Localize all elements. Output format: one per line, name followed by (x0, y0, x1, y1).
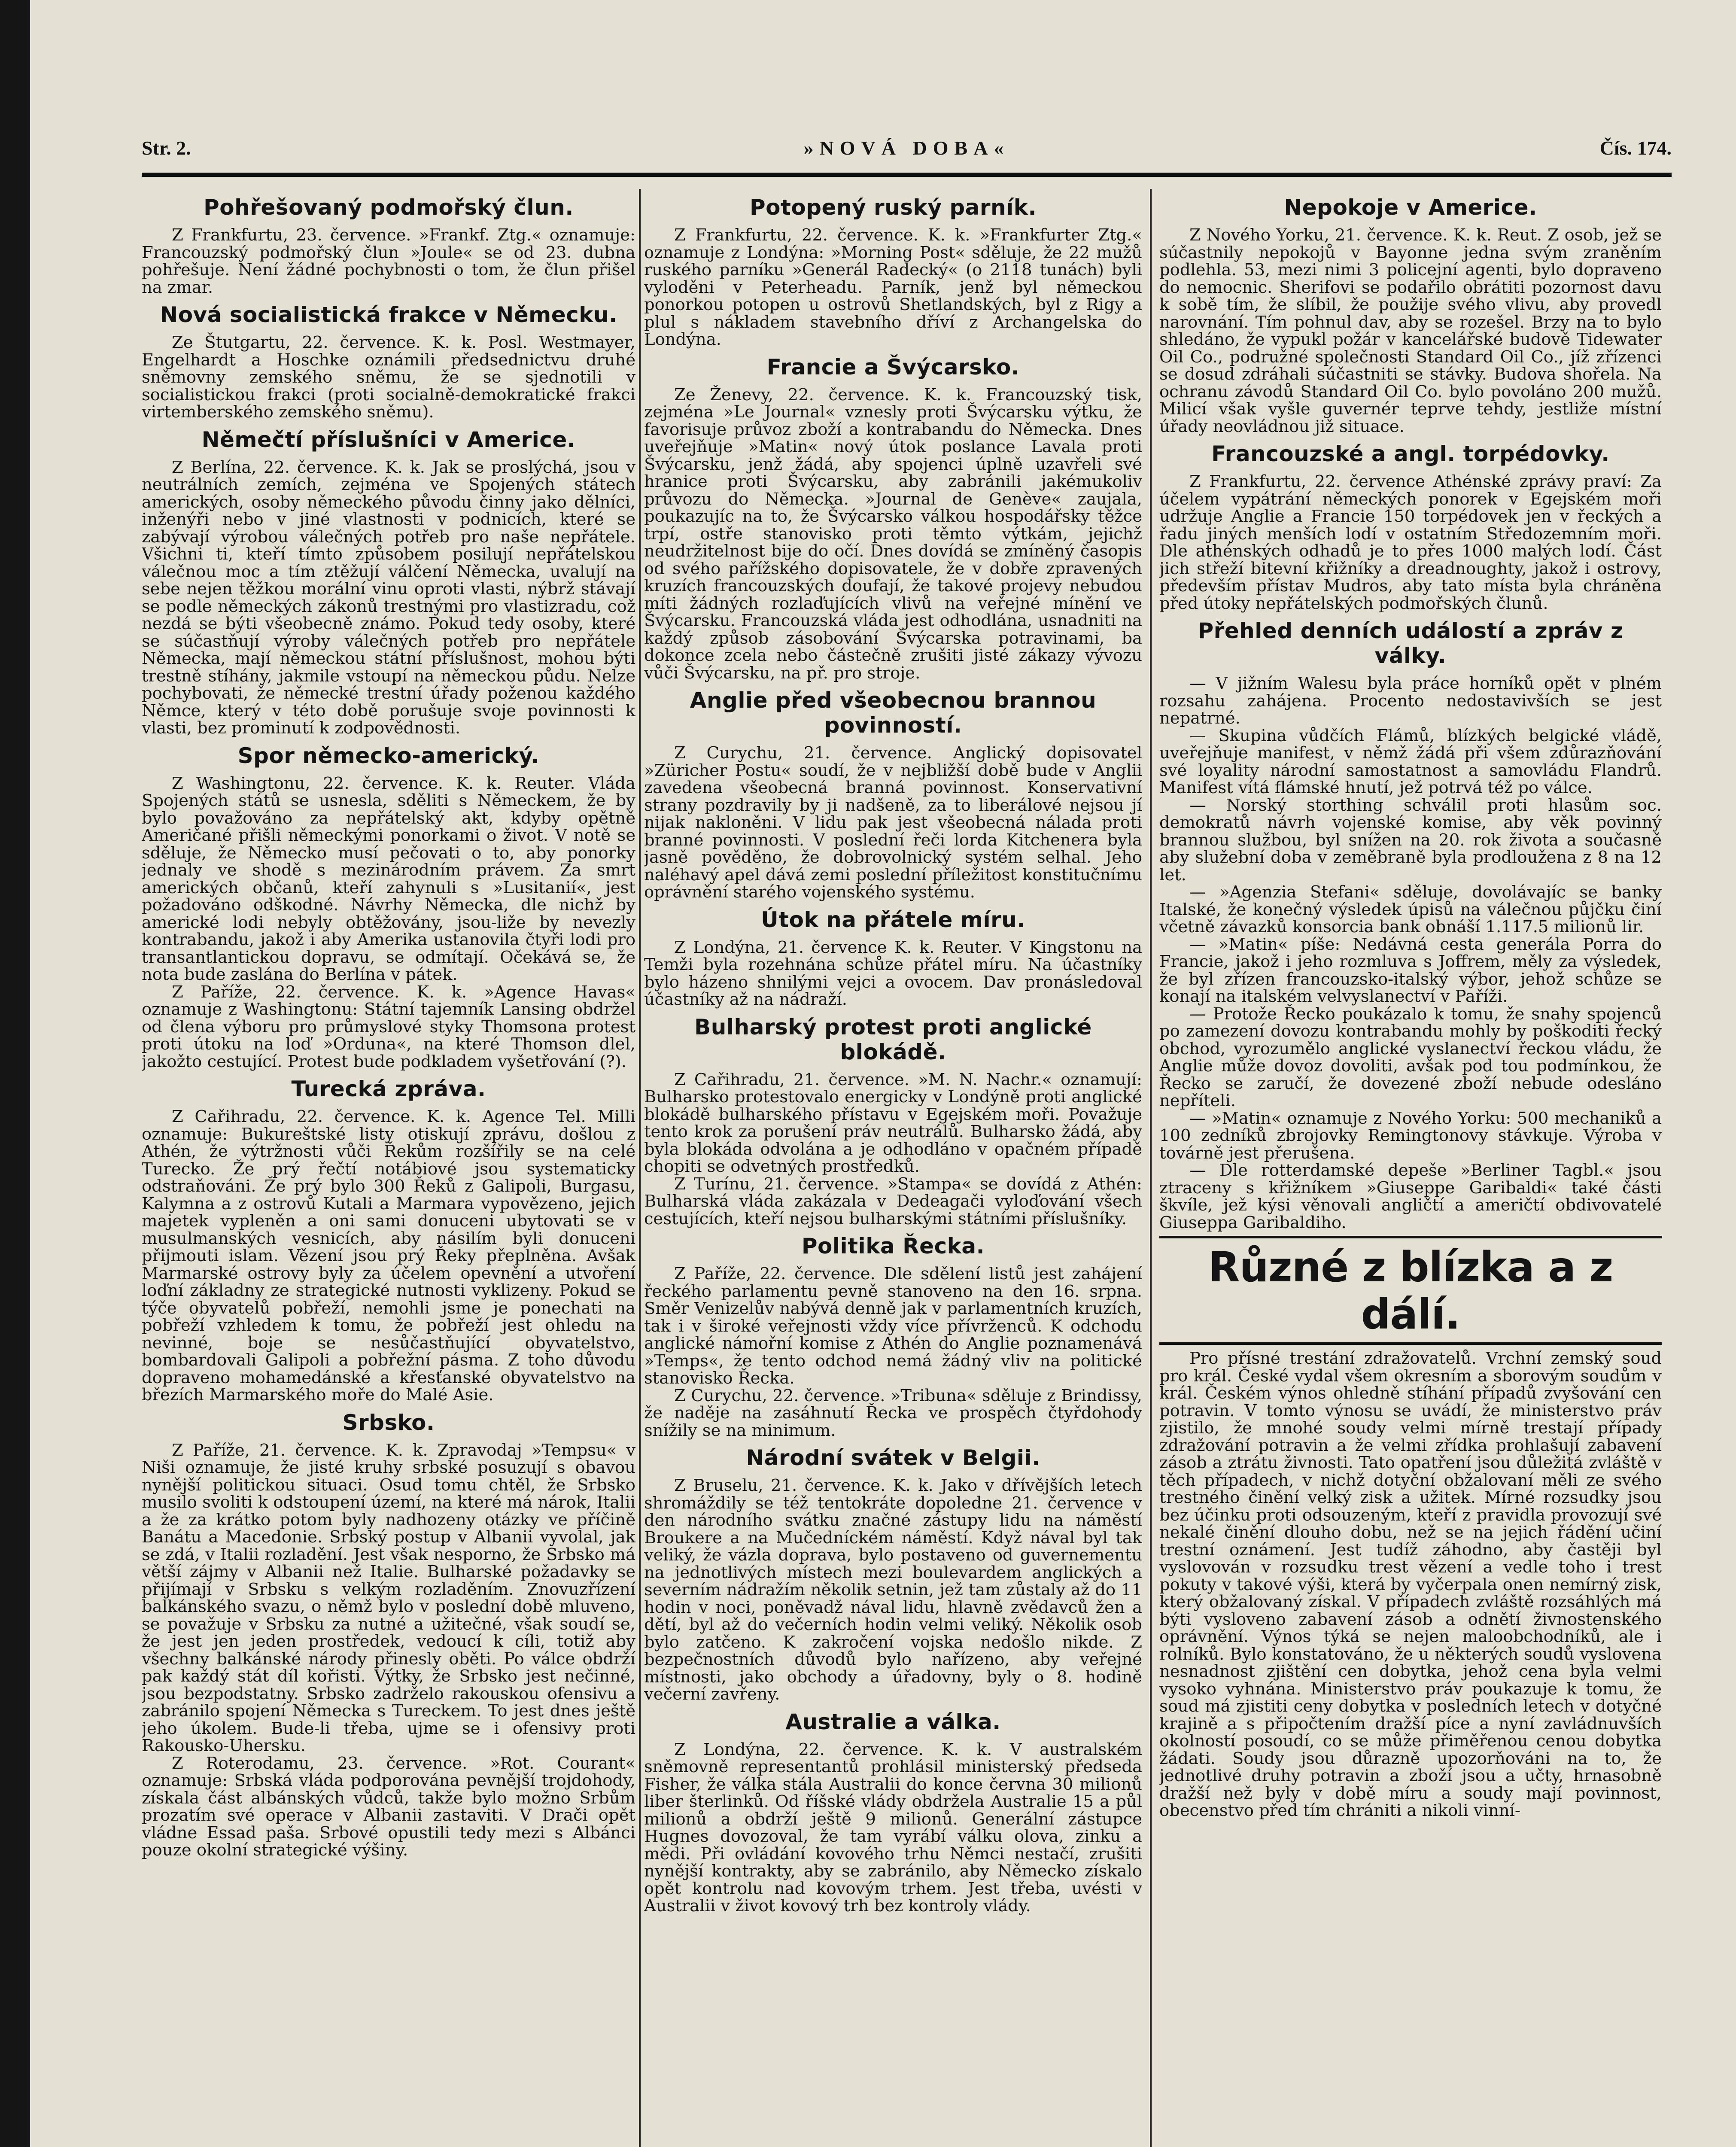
column-divider-1 (639, 189, 641, 2147)
article-paragraph: Ze Ženevy, 22. července. K. k. Francouzský tisk, zejména »Le Journal« vznesly proti Švýcarsku výtku, že favorisuje průvoz zboží a kontrabandu do Německa. Dnes uveřejňuje »Matin« nový útok poslance Lavala proti Švýcarsku, jenž žádá, aby spojenci úplně uzavřeli své hranice proti Švýcarsku, aby zabránili jakémukoliv průvozu do Německa. »Journal de Genève« zaujala, poukazujíc na to, že Švýcarsko válkou hospodářsky těžce trpí, ostře stanovisko proti těmto výtkám, jejichž neudržitelnost bije do očí. Dnes dovídá se zmíněný časopis od svého pařížského dopisovatele, že v dobře zpravených kruzích francouzských doufají, že takové projevy nebudou míti žádných rozlaďujících vlivů na veřejné mínění ve Švýcarsku. Francouzská vláda jest odhodlána, usnadniti na každý způsob zásobování Švýcarska potravinami, ba dokonce zcela nebo částečně zrušiti jisté zákazy vývozu vůči Švýcarsku, na př. pro stroje. (644, 385, 1142, 683)
article-paragraph: Z Nového Yorku, 21. července. K. k. Reut. Z osob, jež se súčastnily nepokojů v Bayonne jedna svým zraněním podlehla. 53, mezi nimi 3 policejní agenti, bylo dopraveno do nemocnic. Sherifovi se podařilo obrátiti pozornost davu k sobě tím, že slíbil, že použije svého vlivu, aby provedl narovnání. Tím pohnul dav, aby se rozešel. Brzy na to bylo shledáno, že vypukl požár v kancelářské budově Tidewater Oil Co., podružné společnosti Standard Oil Co., jíž zřízenci se dosud zdráhali súčastniti se stávky. Budova shořela. Na ochranu závodů Standard Oil Co. bylo povoláno 200 mužů. Milicí však vyšle guvernér teprve tehdy, jestliže místní úřady neovládnou již situace. (1159, 225, 1662, 436)
header-rule (142, 173, 1672, 177)
article-headline: Turecká zpráva. (291, 1077, 486, 1101)
column-2 (644, 189, 1142, 2147)
article (142, 1410, 635, 1859)
article (142, 195, 635, 296)
article-headline: Srbsko. (342, 1410, 435, 1435)
article-paragraph: — Dle rotterdamské depeše »Berliner Tagbl.« jsou ztraceny s křižníkem »Giuseppe Garibaldi« také části škvíle, jež kýsi věnovali angličtí a američtí obdivovatelé Giuseppa Garibaldiho. (1159, 1161, 1662, 1232)
article-paragraph: — Protože Řecko poukázalo k tomu, že snahy spojenců po zamezení dovozu kontrabandu mohly by poškoditi řecký obchod, vyrozumělo anglické vyslanectví řeckou vládu, že Anglie může dovoz dovoliti, avšak pod tou podmínkou, že Řecko se zaručí, že dovezené zboží nebude odesláno nepříteli. (1159, 1004, 1662, 1110)
article-headline: Spor německo-americký. (237, 743, 540, 768)
article-paragraph: Z Washingtonu, 22. července. K. k. Reuter. Vláda Spojených států se usnesla, sděliti s Německem, že by bylo považováno za nepřátelský akt, kdyby opětně Američané přišli německými ponorkami o život. V notě se sděluje, že Německo musí pečovati o to, aby ponorky jednaly ve shodě s mezinárodním právem. Za smrt amerických občanů, kteří zahynuli s »Lusitanií«, jest požadováno odškodné. Návrhy Německa, dle nichž by americké lodi nebyly obtěžovány, jsou-liže by nevezly kontrabandu, jakož i aby Amerika ustanovila čtyři lodi pro transantlantickou dopravu, se odmítají. Očekává se, že nota bude zaslána do Berlína v pátek. (142, 773, 635, 984)
article (644, 1015, 1142, 1228)
article-paragraph: Z Cařihradu, 21. července. »M. N. Nachr.« oznamují: Bulharsko protestovalo energicky v Londýně proti anglické blokádě bulharského přístavu v Egejském moři. Považuje tento krok za porušení práv neutrálů. Bulharsko žádá, aby byla blokáda odvolána a je odhodláno v opačném případě chopiti se odvetných prostředků. (644, 1070, 1142, 1176)
column-1 (142, 189, 635, 2147)
article (644, 907, 1142, 1009)
article-headline: Pohřešovaný podmořský člun. (204, 195, 574, 220)
article-paragraph: — »Matin« oznamuje z Nového Yorku: 500 mechaniků a 100 zedníků zbrojovky Remingtonovy stávkuje. Výroba v továrně jest přerušena. (1159, 1108, 1662, 1163)
article (644, 195, 1142, 349)
article-paragraph: Z Curychu, 22. července. »Tribuna« sděluje z Brindissy, že naděje na zasáhnutí Řecka ve prospěch čtyřdohody snížily se na minimum. (644, 1386, 1142, 1440)
article-headline: Politika Řecka. (801, 1234, 985, 1259)
article-headline: Australie a válka. (785, 1709, 1001, 1734)
section-rule (1159, 1236, 1662, 1238)
article-headline: Francouzské a angl. torpédovky. (1211, 441, 1610, 466)
article-headline: Anglie před všeobecnou brannou povinností. (690, 688, 1097, 738)
article-headline: Nepokoje v Americe. (1284, 195, 1537, 220)
article-paragraph: Z Roterodamu, 23. července. »Rot. Courant« oznamuje: Srbská vláda podporována pevnější trojdohody, získala část albánských vůdců, takže bylo možno Srbům prozatím své operace v Albanii zastaviti. V Drači opět vládne Essad paša. Srbové opustili tedy mezi s Albánci pouze okolní strategické výšiny. (142, 1753, 635, 1860)
article-paragraph: Pro přísné trestání zdražovatelů. Vrchní zemský soud pro král. České vydal všem okresním a sborovým soudům v král. Českém výnos ohledně stíhání případů zvyšování cen potravin. V tomto výnosu se uvádí, že ministerstvo práv zjistilo, že mnohé soudy velmi mírně trestají případy zdražování potravin a že velmi zřídka prohlašují zabavení zásob a ztrátu živnosti. Tato opatření jsou důležitá zvláště v těch případech, v nichž dotyční obžalovaní měli ze svého trestného činění velký zisk a užitek. Mírné rozsudky jsou bez účinku proti odsouzeným, kteří z pravidla provozují své nekalé činění dlouho dobu, než se na jejich řádění učiní trestní oznámení. Jest tudíž záhodno, aby častěji byl vyslovován v rozsudku trest vězení a vedle toho i trest pokuty v takové výši, která by vyčerpala onen nemírný zisk, který obžalovaný získal. V případech zvláště rozsáhlých má býti vysloveno zabavení zásob a odnětí živnostenského oprávnění. Výnos týká se nejen maloobchodníků, ale i rolníků. Bylo konstatováno, že u některých soudů vyslovena nesnadnost zjištění cen dobytka, jehož cena byla velmi vysoko vyhnána. Ministerstvo práv poukazuje k tomu, že soud má zjistiti ceny dobytka v posledních letech v dotyčné krajině a s připočtením dražší píce a nyní zavládnuvších okolností posoudí, co se může přiměřenou cenou dobytka žádati. Soudy jsou důrazně upozorňováni na to, že jednotlivé druhy potravin a zboží jsou a učty, hrnasobně dražší než byly v době míru a soudy mají povinnost, obecenstvo před tím chrániti a nikoli vinní- (1159, 1349, 1662, 1820)
article (1159, 195, 1662, 435)
article (142, 743, 635, 1071)
article (1159, 441, 1662, 612)
article-paragraph: Z Paříže, 22. července. K. k. »Agence Havas« oznamuje z Washingtonu: Státní tajemník Lansing obdržel od člena výboru pro průmyslové styky Thomsona protest proti útoku na loď »Orduna«, na které Thomson dlel, jakožto cestující. Protest bude podkladem vyšetřování (?). (142, 982, 635, 1071)
article-paragraph: Z Frankfurtu, 23. července. »Frankf. Ztg.« oznamuje: Francouzský podmořský člun »Joule« se od 23. dubna pohřešuje. Není žádné pochybnosti o tom, že člun přišel na zmar. (142, 225, 635, 297)
article-paragraph: — »Matin« píše: Nedávná cesta generála Porra do Francie, jakož i jeho rozmluva s Joffrem, měly za výsledek, že byl zřízen francouzsko-italský výbor, jehož schůze se konají na italském velvyslanectví v Paříži. (1159, 934, 1662, 1006)
article-headline: Nová socialistická frakce v Německu. (160, 302, 617, 327)
article (644, 1445, 1142, 1703)
article-paragraph: — Skupina vůdčích Flámů, blízkých belgické vládě, uveřejňuje manifest, v němž žádá při všem zdůrazňování své loyality národní samostatnost a samovládu Flandrů. Manifest vítá flámské hnutí, jež potrvá též po válce. (1159, 726, 1662, 797)
article (142, 427, 635, 737)
article (644, 355, 1142, 682)
article (1159, 1236, 1662, 1820)
article-paragraph: Z Bruselu, 21. července. K. k. Jako v dřívějších letech shromáždily se též tentokráte dopoledne 21. července v den národního svátku značné zástupy lidu na náměstí Broukere a na Mučedníckém náměstí. Když nával byl tak veliký, že vázla doprava, bylo postaveno od guvernementu na jednotlivých místech mezi boulevardem anglických a severním nádražím několik setnin, jež tam zůstaly až do 11 hodin v noci, poněvadž nával lidu, hlavně zvědavců žen a dětí, byl až do večerních hodin velmi veliký. Několik osob bylo zatčeno. K zakročení vojska nedošlo nikde. Z bezpečnostních důvodů bylo nařízeno, aby veřejné místnosti, jako obchody a úřadovny, byly o 8. hodině večerní zavřeny. (644, 1476, 1142, 1704)
article-paragraph: Z Paříže, 21. července. K. k. Zpravodaj »Tempsu« v Niši oznamuje, že jisté kruhy srbské posuzují s obavou nynější politickou situaci. Osud tomu chtěl, že Srbsko musilo svoliti k odstoupení území, na které má nárok, Italii a že za krátko potom byly nadhozeny otázky ve příčině Banátu a Macedonie. Srbský postup v Albanii vyvolal, jak se zdá, v Italii rozladění. Jest však nesporno, že Srbsko má větší zájmy v Albanii než Italie. Bulharské požadavky se přijímají v Srbsku s velkým rozladěním. Znovuzřízení balkánského svazu, o němž bylo v poslední době mluveno, se považuje v Srbsku za nutné a užitečné, však soudí se, že jest jen jeden prostředek, vedoucí k cíli, totiž aby všechny balkánské národy přinesly oběti. Po válce obdrží pak každý stát díl kořisti. Výtky, že Srbsko jest nečinné, jsou bezpodstatny. Srbsko zadrželo rakouskou ofensivu a zabránilo spojení Německa s Tureckem. To jest dnes ještě jeho úkolem. Bude-li třeba, ujme se i ofensivy proti Rakousko-Uhersku. (142, 1440, 635, 1755)
newspaper-title: »NOVÁ DOBA« (803, 137, 1010, 159)
article-paragraph: Z Frankfurtu, 22. července Athénské zprávy praví: Za účelem vypátrání německých ponorek v Egejském moři udržuje Anglie a Francie 150 torpédovek jen v řeckých a řadu jiných menších lodí v ostatním Středozemním moři. Dle athénských odhadů je to přes 1000 malých lodí. Část jich střeží bitevní křižníky a dreadnoughty, jakož i ostrovy, především přístav Mudros, aby tato místa byla chráněna před útoky nepřátelských podmořských člunů. (1159, 472, 1662, 613)
article-paragraph: Z Curychu, 21. července. Anglický dopisovatel »Züricher Postu« soudí, že v nejbližší době bude v Anglii zavedena všeobecná branná povinnost. Konservativní strany pozdravily by ji nadšeně, za to liberálové nejsou jí nijak nakloněni. V lidu pak jest všeobecná nálada proti branné povinnosti. V poslední řeči lorda Kitchenera byla jasně pověděno, že dobrovolnický systém selhal. Jeho naléhavý apel dává zemi poslední příležitost konstitučnímu oprávnění starého vojenského systému. (644, 743, 1142, 902)
article-headline: Přehled denních událostí a zpráv z války. (1198, 618, 1624, 668)
article-paragraph: Ze Štutgartu, 22. července. K. k. Posl. Westmayer, Engelhardt a Hoschke oznámili předsednictvu druhé sněmovny zemského sněmu, že se sjednotili v socialistickou frakci (proti socialně-demokratické frakci virtemberského zemského sněmu). (142, 333, 635, 422)
article-paragraph: Z Londýna, 22. července. K. k. V australském sněmovně representantů prohlásil ministerský předseda Fisher, že válka stála Australii do konce června 30 milionů liber šterlinků. Od říšské vlády obdržela Australie 15 a půl milionů a obdrží ještě 9 milionů. Generální zástupce Hugnes dovozoval, že tam vyrábí válku olova, zinku a mědi. Při ovládání kovového trhu Němci nestačí, zrušiti nynější kontrakty, aby se zabránilo, aby Německo získalo opět kontrolu nad kovovým trhem. Jest třeba, uvésti v Australii v život kovový trh bez kontroly vlády. (644, 1739, 1142, 1916)
article-paragraph: Z Paříže, 22. července. Dle sdělení listů jest zahájení řeckého parlamentu pevně stanoveno na den 16. srpna. Směr Venizelův nabývá denně jak v parlamentních kruzích, tak i v široké veřejnosti vždy více přívrženců. K odchodu anglické námořní komise z Athén do Anglie poznamenává »Temps«, že tento odchod nemá žádný vliv na politické stanovisko Řecka. (644, 1264, 1142, 1388)
section-heading: Různé z blízka a z dálí. (1208, 1243, 1613, 1338)
article-headline: Němečtí příslušníci v Americe. (201, 427, 576, 452)
article (1159, 618, 1662, 1232)
column-3 (1159, 189, 1662, 2147)
column-divider-2 (1150, 189, 1152, 2147)
article (142, 302, 635, 421)
article-headline: Potopený ruský parník. (750, 195, 1037, 220)
article-paragraph: Z Turínu, 21. července. »Stampa« se dovídá z Athén: Bulharská vláda zakázala v Dedeagači vyloďování všech cestujících, kteří nejsou bulharskými státními příslušníky. (644, 1174, 1142, 1229)
article-paragraph: Z Frankfurtu, 22. července. K. k. »Frankfurter Ztg.« oznamuje z Londýna: »Morning Post« sděluje, že 22 mužů ruského parníku »Generál Radecký« (o 2118 tunách) byli vyloděni v Peterheadu. Parník, jenž byl německou ponorkou potopen u ostrovů Shetlandských, byl z Rigy a plul s nákladem stavebního dříví z Archangelska do Londýna. (644, 225, 1142, 349)
binding-shadow (0, 0, 30, 2147)
article-headline: Francie a Švýcarsko. (766, 354, 1020, 380)
article (644, 1709, 1142, 1915)
article-paragraph: Z Cařihradu, 22. července. K. k. Agence Tel. Milli oznamuje: Bukureštské listy otiskují zprávu, došlou z Athén, že výtržnosti vůči Řekům rozšířily se na celé Turecko. Že prý řečtí notábiové jsou systematicky odstraňováni. Že prý bylo 300 Řeků z Galipoli, Burgasu, Kalymna a z ostrovů Kutali a Marmara vypovězeno, jejich majetek vypleněn a oni sami donuceni ubytovati se v musulmanských vesnicích, aby násilím byli donuceni přijmouti islam. Vězení jsou prý Řeky přeplněna. Avšak Marmarské ostrovy byly za účelem opevnění a utvoření loďní základny ze strategické nutnosti vyklizeny. Pokud se týče obyvatelů pobřeží, nemohli jsme je ponechati na pobřeží vzhledem k tomu, že pobřeží jest ohledu na nevinné, boje se nesůčastňující obyvatelstvo, bombardovali Galipoli a pobřežní pásma. Z toho důvodu dopraveno mohamedánské a křesťanské obyvatelstvo na březích Marmarského moře do Malé Asie. (142, 1107, 635, 1405)
article (644, 688, 1142, 901)
article-paragraph: Z Berlína, 22. července. K. k. Jak se proslýchá, jsou v neutrálních zemích, zejména ve Spojených státech amerických, osoby německého původu činny jako dělníci, inženýři nebo v jiné vlastnosti v podnicích, které se zabývají výrobou válečných potřeb pro naše nepřátele. Všichni ti, kteří tímto způsobem posilují nepřátelskou válečnou moc a tím ztěžují válčení Německa, uvalují na sebe nejen těžkou morální vinu oproti vlasti, nýbrž stávají se podle německých zákonů trestnými pro vlastizradu, což nezdá se býti všeobecně známo. Pokud tedy osoby, které se súčastňují výroby válečných potřeb pro nepřátele Německa, mají německou státní příslušnost, mohou býti trestně stíhány, jakmile vstoupí na německou půdu. Nelze pochybovati, že německé trestní úřady poženou každého Němce, který v této době porušuje svoje povinnosti k vlasti, bez prominutí k zodpovědnosti. (142, 457, 635, 738)
article-paragraph: Z Londýna, 21. července K. k. Reuter. V Kingstonu na Temži byla rozehnána schůze přátel míru. Na účastníky bylo házeno shnilými vejci a ovocem. Dav pronásledoval účastníky až na nádraží. (644, 937, 1142, 1009)
issue-number: Čís. 174. (1599, 137, 1672, 159)
section-rule (1159, 1342, 1662, 1345)
article (644, 1234, 1142, 1439)
article-headline: Národní svátek v Belgii. (746, 1445, 1040, 1470)
page-number: Str. 2. (142, 137, 191, 159)
article-headline: Bulharský protest proti anglické blokádě. (694, 1014, 1092, 1064)
article-headline: Útok na přátele míru. (761, 907, 1025, 932)
article (142, 1077, 635, 1404)
article-paragraph: — »Agenzia Stefani« sděluje, dovolávajíc se banky Italské, že konečný výsledek úpisů na válečnou půjčku činí včetně závazků konsorcia bank obnáší 1.117.5 milionů lir. (1159, 882, 1662, 937)
article-paragraph: — V jižním Walesu byla práce horníků opět v plném rozsahu zahájena. Procento nedostavivších se jest nepatrné. (1159, 674, 1662, 728)
article-paragraph: — Norský storthing schválil proti hlasům soc. demokratů návrh vojenské komise, aby věk povinný brannou službou, byl snížen na 20. rok života a současně aby služební doba v zeměbraně byla prodloužena z 8 na 12 let. (1159, 795, 1662, 885)
